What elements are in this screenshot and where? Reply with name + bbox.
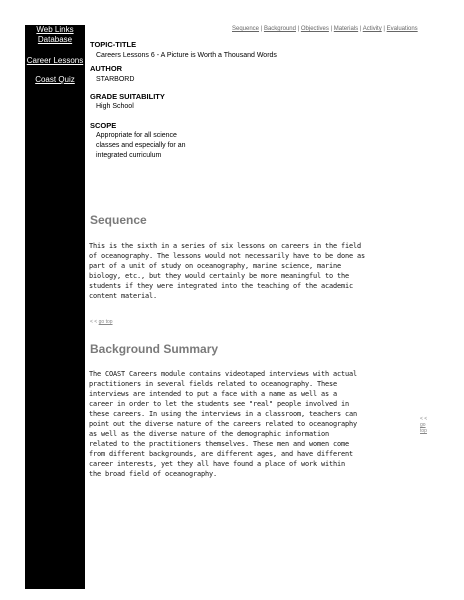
paragraph-line: point out the diverse nature of the careers related to oceanography — [89, 420, 358, 428]
paragraph-line: biology, etc., but they would certainly be more meaningful to the — [89, 272, 350, 280]
background-paragraph — [89, 369, 357, 479]
topic-title-heading: TOPIC-TITLE — [90, 40, 137, 49]
sidebar — [25, 25, 85, 589]
paragraph-line: practitioners in several fields related to oceanography. These — [89, 380, 338, 388]
top-navigation — [232, 26, 418, 32]
go-top-link[interactable]: go — [420, 422, 426, 428]
paragraph-line: content material. — [89, 292, 158, 300]
sidebar-link-label: Database — [37, 35, 73, 44]
paragraph-line: part of a unit of study on oceanography, marine science, marine — [89, 262, 342, 270]
paragraph-line: career in order to let the students see "real" people involved in — [89, 400, 350, 408]
paragraph-line: students if they were integrated into the teaching of the academic — [89, 282, 354, 290]
nav-separator: | — [383, 26, 385, 32]
scope-line: classes and especially for an — [96, 142, 186, 149]
paragraph-line: career interests, yet they all have found a place of work within — [89, 460, 346, 468]
go-top-link-background — [420, 416, 427, 434]
paragraph-line: the broad field of oceanography. — [89, 470, 218, 478]
paragraph-line: The COAST Careers module contains videotaped interviews with actual — [89, 370, 358, 378]
go-top-arrows: < < — [90, 319, 98, 325]
grade-suitability-value: High School — [96, 103, 134, 110]
go-top-arrows: < < — [420, 416, 428, 422]
section-title-background-summary: Background Summary — [90, 342, 219, 356]
nav-link-materials[interactable]: Materials — [333, 26, 359, 32]
author-value: STARBORD — [96, 76, 135, 83]
paragraph-line: these careers. In using the interviews in a classroom, teachers can — [89, 410, 358, 418]
scope-line: integrated curriculum — [96, 152, 162, 159]
author-heading: AUTHOR — [90, 64, 123, 73]
paragraph-line: related to the practitioners themselves. These men and women come — [89, 440, 350, 448]
scope-line: Appropriate for all science — [96, 132, 177, 139]
nav-link-sequence[interactable]: Sequence — [232, 26, 260, 32]
nav-link-activity[interactable]: Activity — [362, 26, 382, 32]
paragraph-line: This is the sixth in a series of six lessons on careers in the field — [89, 242, 362, 250]
scope-heading: SCOPE — [90, 121, 117, 130]
paragraph-line: as well as the diverse nature of the demographic information — [89, 430, 330, 438]
sidebar-link-label: Web Links — [36, 25, 74, 34]
sidebar-link-web-links-database[interactable] — [25, 25, 85, 45]
nav-link-objectives[interactable]: Objectives — [300, 26, 329, 32]
nav-separator: | — [260, 26, 263, 32]
sidebar-link-coast-quiz[interactable]: Coast Quiz — [35, 75, 75, 84]
go-top-link[interactable]: go top — [98, 319, 113, 325]
nav-separator: | — [330, 26, 333, 32]
nav-separator: | — [297, 26, 300, 32]
nav-separator: | — [359, 26, 362, 32]
paragraph-line: of oceanography. The lessons would not necessarily have to be done as — [89, 252, 366, 260]
nav-link-background[interactable]: Background — [263, 26, 296, 32]
nav-link-evaluations[interactable]: Evaluations — [386, 26, 418, 32]
go-top-link-sequence — [90, 319, 113, 325]
sequence-paragraph — [89, 241, 365, 301]
grade-suitability-heading: GRADE SUITABILITY — [90, 92, 165, 101]
paragraph-line: interviews are intended to put a face with a name as well as a — [89, 390, 338, 398]
paragraph-line: from different backgrounds, are different ages, and have different — [89, 450, 354, 458]
section-title-sequence: Sequence — [90, 213, 147, 227]
sidebar-link-career-lessons[interactable]: Career Lessons — [26, 56, 84, 65]
topic-title-value: Careers Lessons 6 - A Picture is Worth a Thousand Words — [96, 52, 277, 59]
go-top-link[interactable]: top — [420, 428, 427, 434]
